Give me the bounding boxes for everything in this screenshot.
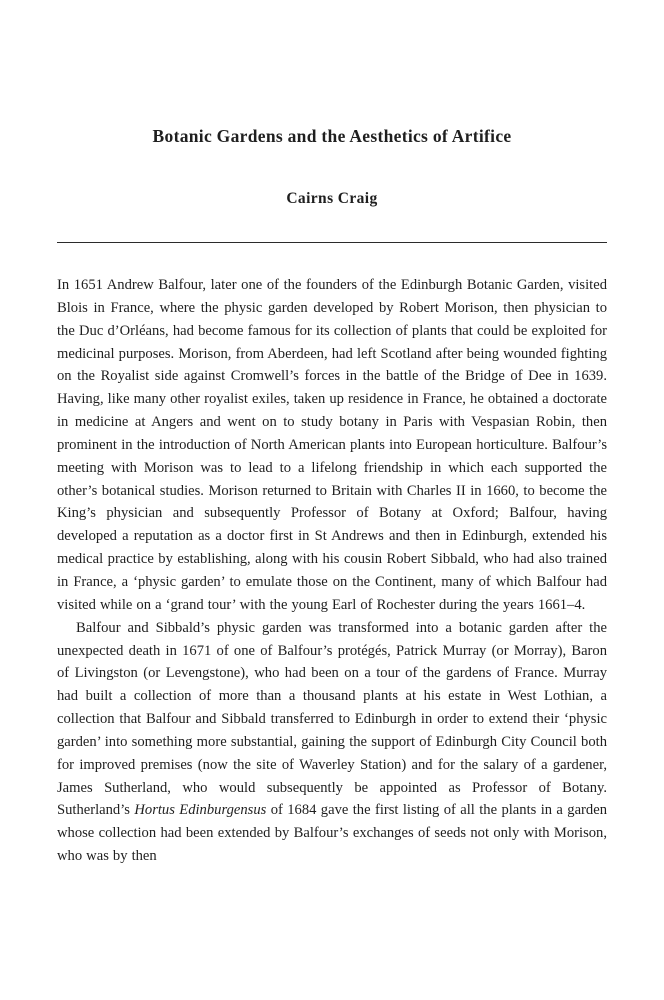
paragraph-2-text-before: Balfour and Sibbald’s physic garden was transformed into a botanic garden after the unexpected death in 1671 of one of Balfour’s protégés, Patrick Murray (or Morray), Baron of Livingston (or Levengstone), who had been on a tour of the gardens of France. Murray had built a collection of more than a thousand plants at his estate in West Lothian, a collection that Balfour and Sibbald transferred to Edinburgh in order to extend their ‘physic garden’ into something more substantial, gaining the support of Edinburgh City Council both for improved premises (now the site of Waverley Station) and for the salary of a gardener, James Sutherland, who would subsequently be appointed as Professor of Botany. Sutherland’s [57, 619, 607, 819]
title-divider-rule [57, 242, 607, 243]
paragraph-1: In 1651 Andrew Balfour, later one of the founders of the Edinburgh Botanic Garden, visited Blois in France, where the physic garden developed by Robert Morison, then physician to the Duc d’Orléans, had become famous for its collection of plants that could be exploited for medicinal purposes. Morison, from Aberdeen, had left Scotland after being wounded fighting on the Royalist side against Cromwell’s forces in the battle of the Bridge of Dee in 1639. Having, like many other royalist exiles, taken up residence in France, he obtained a doctorate in medicine at Angers and went on to study botany in Paris with Vespasian Robin, then prominent in the introduction of North American plants into European horticulture. Balfour’s meeting with Morison was to lead to a lifelong friendship in which each supported the other’s botanical studies. Morison returned to Britain with Charles II in 1660, to become the King’s physician and subsequently Professor of Botany at Oxford; Balfour, having developed a reputation as a doctor first in St Andrews and then in Edinburgh, extended his medical practice by establishing, along with his cousin Robert Sibbald, who had also trained in France, a ‘physic garden’ to emulate those on the Continent, many of which Balfour had visited while on a ‘grand tour’ with the young Earl of Rochester during the years 1661–4. [57, 277, 607, 613]
author-name: Cairns Craig [286, 190, 378, 207]
paragraph-2-text-after: of 1684 gave the first listing of all the plants in a garden whose collection had been extended by Balfour’s exchanges of seeds not only with Morison, who was by then [57, 802, 607, 865]
paragraph-2 [57, 617, 607, 868]
chapter-title: Botanic Gardens and the Aesthetics of Artifice [152, 126, 512, 146]
book-title-hortus-edinburgensus: Hortus Edinburgensus [134, 802, 267, 819]
